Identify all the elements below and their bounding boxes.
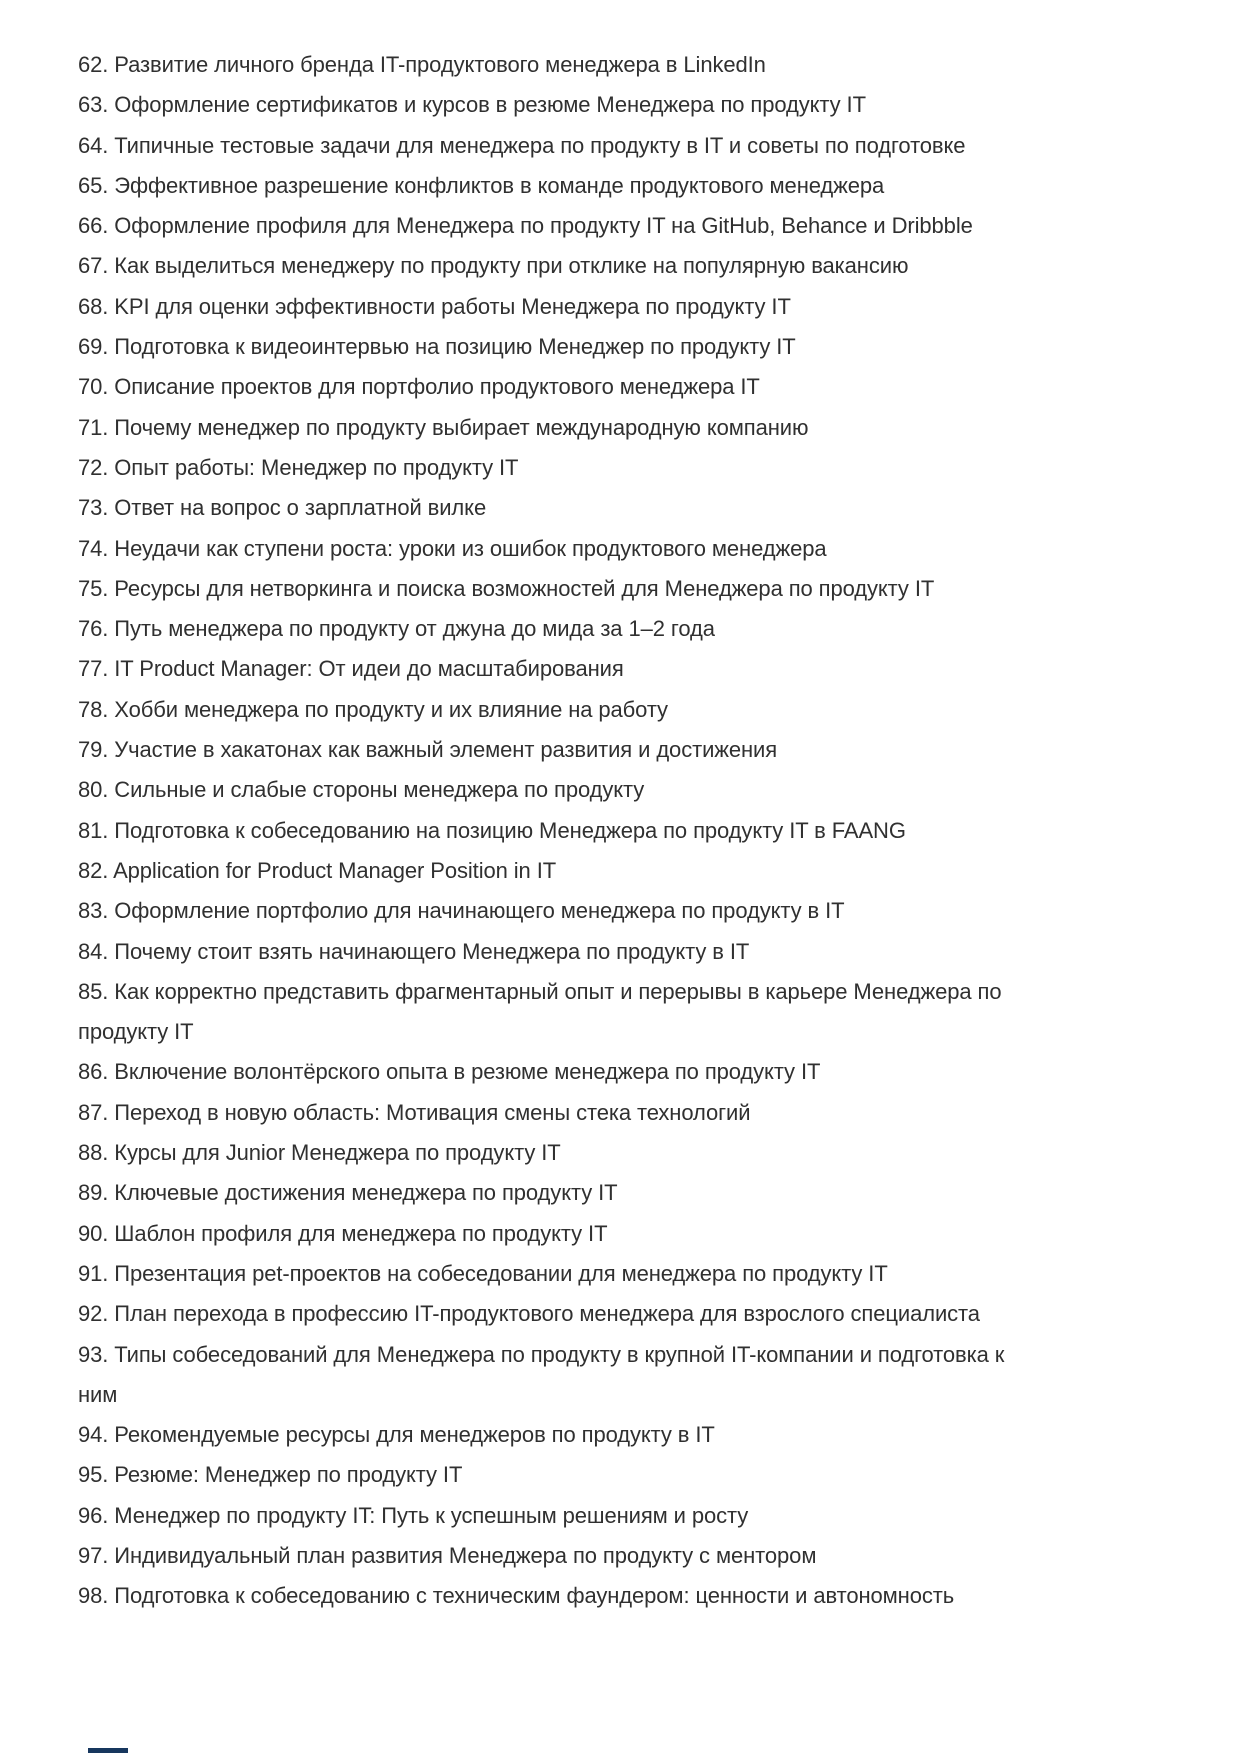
list-item-line: 93. Типы собеседований для Менеджера по продукту в крупной IT-компании и подготовка к <box>78 1341 1005 1367</box>
list-item-line: 65. Эффективное разрешение конфликтов в команде продуктового менеджера <box>78 172 885 198</box>
list-item-line: 78. Хобби менеджера по продукту и их влияние на работу <box>78 696 668 722</box>
list-item-line: 86. Включение волонтёрского опыта в резюме менеджера по продукту IT <box>78 1059 821 1085</box>
list-item <box>78 1576 1199 1616</box>
list-item-line: 69. Подготовка к видеоинтервью на позицию Менеджер по продукту IT <box>78 334 796 360</box>
list-item <box>78 1455 1199 1495</box>
list-item-line: 83. Оформление портфолио для начинающего менеджера по продукту в IT <box>78 898 845 924</box>
list-item-line: 68. KPI для оценки эффективности работы Менеджера по продукту IT <box>78 293 791 319</box>
list-item-line: 98. Подготовка к собеседованию с техническим фаундером: ценности и автономность <box>78 1583 955 1609</box>
list-item-line: 91. Презентация pet-проектов на собеседовании для менеджера по продукту IT <box>78 1260 888 1286</box>
list-item <box>78 1052 1199 1092</box>
list-item <box>78 649 1199 689</box>
list-item-line: 82. Application for Product Manager Position in IT <box>78 857 557 883</box>
list-item-line: 84. Почему стоит взять начинающего Менеджера по продукту в IT <box>78 938 750 964</box>
list-item <box>78 206 1199 246</box>
list-item <box>78 569 1199 609</box>
list-item <box>78 811 1199 851</box>
bottom-partial-element <box>88 1748 128 1753</box>
list-item <box>78 488 1199 528</box>
list-item-line: 66. Оформление профиля для Менеджера по продукту IT на GitHub, Behance и Dribbble <box>78 213 973 239</box>
list-item-line: 92. План перехода в профессию IT-продуктового менеджера для взрослого специалиста <box>78 1301 980 1327</box>
list-item-line: 95. Резюме: Менеджер по продукту IT <box>78 1462 463 1488</box>
list-item <box>78 1294 1199 1334</box>
list-item <box>78 529 1199 569</box>
list-item-line: 89. Ключевые достижения менеджера по продукту IT <box>78 1180 618 1206</box>
list-item <box>78 1214 1199 1254</box>
list-item <box>78 770 1199 810</box>
list-item-line: 88. Курсы для Junior Менеджера по продукту IT <box>78 1140 561 1166</box>
list-item <box>78 1173 1199 1213</box>
list-item <box>78 932 1199 972</box>
list-item <box>78 448 1199 488</box>
list-item-line: 71. Почему менеджер по продукту выбирает международную компанию <box>78 414 809 440</box>
list-item <box>78 287 1199 327</box>
list-item-line: ним <box>78 1381 118 1407</box>
list-item <box>78 972 1199 1053</box>
list-item <box>78 609 1199 649</box>
list-item <box>78 1254 1199 1294</box>
list-item <box>78 367 1199 407</box>
list-item <box>78 1496 1199 1536</box>
list-item-line: 77. IT Product Manager: От идеи до масштабирования <box>78 656 624 682</box>
list-item <box>78 1093 1199 1133</box>
list-item <box>78 327 1199 367</box>
list-item <box>78 690 1199 730</box>
list-item-line: 90. Шаблон профиля для менеджера по продукту IT <box>78 1220 608 1246</box>
list-item <box>78 45 1199 85</box>
list-item-line: 64. Типичные тестовые задачи для менеджера по продукту в IT и советы по подготовке <box>78 132 966 158</box>
list-item-line: 67. Как выделиться менеджеру по продукту при отклике на популярную вакансию <box>78 253 909 279</box>
list-item <box>78 1415 1199 1455</box>
list-item-line: 70. Описание проектов для портфолио продуктового менеджера IT <box>78 374 760 400</box>
list-item-line: 87. Переход в новую область: Мотивация смены стека технологий <box>78 1099 751 1125</box>
list-item-line: 94. Рекомендуемые ресурсы для менеджеров по продукту в IT <box>78 1422 715 1448</box>
list-item-line: 62. Развитие личного бренда IT-продуктового менеджера в LinkedIn <box>78 52 766 77</box>
list-item <box>78 246 1199 286</box>
list-item-line: 96. Менеджер по продукту IT: Путь к успешным решениям и росту <box>78 1502 749 1528</box>
list-item <box>78 166 1199 206</box>
list-item-line: 73. Ответ на вопрос о зарплатной вилке <box>78 495 487 521</box>
list-item <box>78 85 1199 125</box>
list-item <box>78 126 1199 166</box>
list-item-line: 63. Оформление сертификатов и курсов в резюме Менеджера по продукту IT <box>78 92 866 118</box>
list-item-line: 74. Неудачи как ступени роста: уроки из ошибок продуктового менеджера <box>78 535 827 561</box>
list-item-line: 72. Опыт работы: Менеджер по продукту IT <box>78 454 519 480</box>
list-item-line: 80. Сильные и слабые стороны менеджера по продукту <box>78 777 645 803</box>
list-item-line: 76. Путь менеджера по продукту от джуна до мида за 1–2 года <box>78 616 715 642</box>
list-item <box>78 851 1199 891</box>
list-item <box>78 891 1199 931</box>
list-item <box>78 1536 1199 1576</box>
list-item-line: 97. Индивидуальный план развития Менеджера по продукту с ментором <box>78 1542 817 1568</box>
list-item-line: 85. Как корректно представить фрагментарный опыт и перерывы в карьере Менеджера по <box>78 978 1002 1004</box>
list-item-line: 81. Подготовка к собеседованию на позицию Менеджера по продукту IT в FAANG <box>78 817 906 843</box>
list-item <box>78 408 1199 448</box>
list-item <box>78 1133 1199 1173</box>
list-item-line: продукту IT <box>78 1019 194 1045</box>
list-item-line: 75. Ресурсы для нетворкинга и поиска возможностей для Менеджера по продукту IT <box>78 575 935 601</box>
list-item <box>78 1335 1199 1416</box>
list-item <box>78 730 1199 770</box>
list-item-line: 79. Участие в хакатонах как важный элемент развития и достижения <box>78 737 778 763</box>
